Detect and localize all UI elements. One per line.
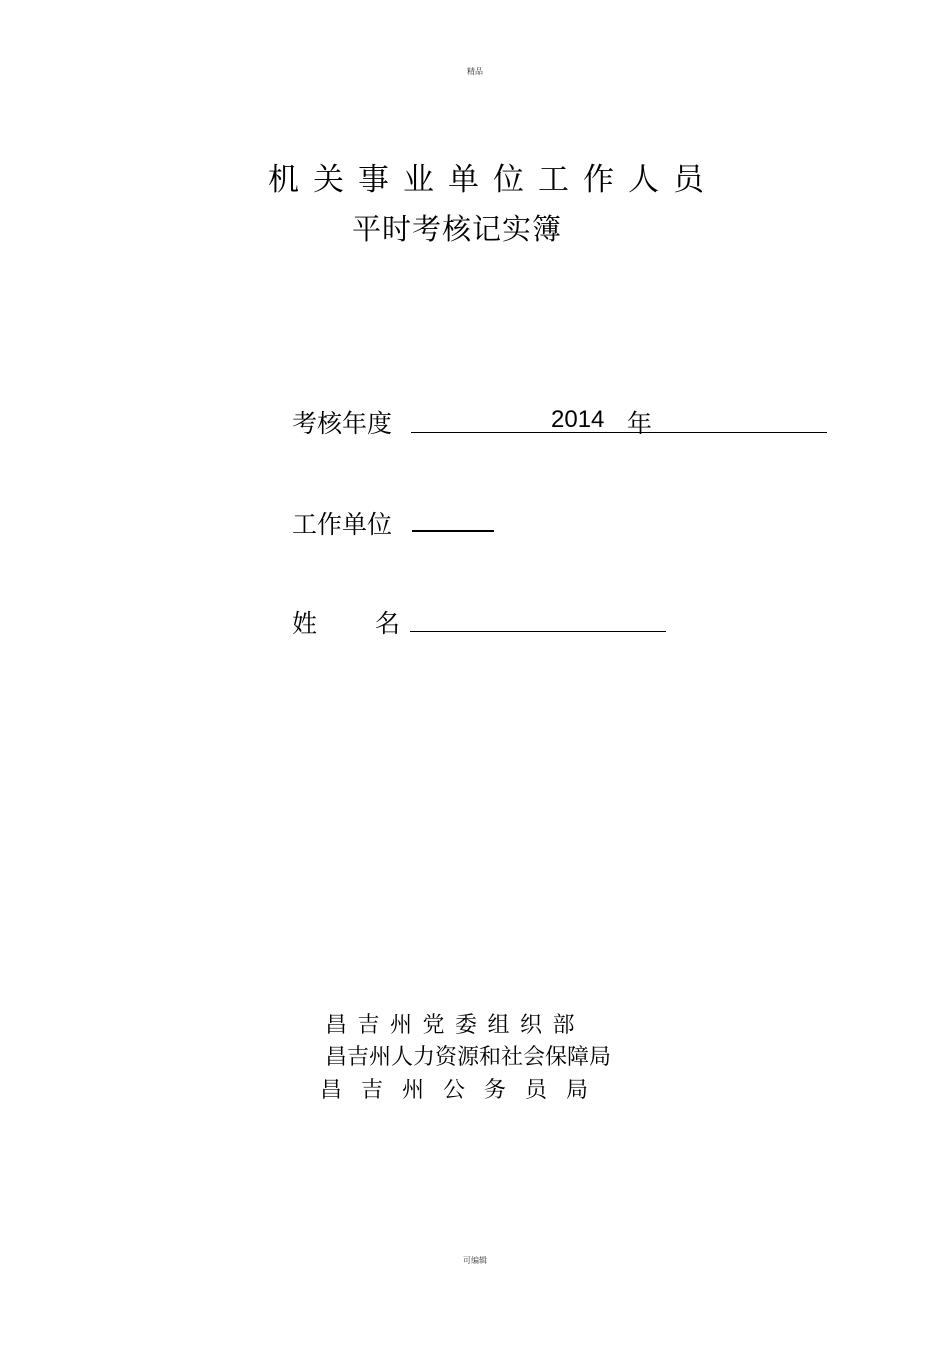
name-field-underline — [410, 631, 666, 632]
year-field-value: 2014 — [551, 406, 605, 433]
name-label-second: 名 — [375, 609, 401, 638]
year-field-label: 考核年度 — [292, 409, 393, 438]
document-title-sub: 平时考核记实簿 — [352, 212, 563, 246]
work-unit-field-label: 工作单位 — [292, 510, 393, 539]
footer-watermark: 可编辑 — [463, 1256, 487, 1265]
year-field-underline — [411, 432, 827, 433]
issuer-hr-social-security-bureau: 昌吉州人力资源和社会保障局 — [325, 1045, 612, 1070]
name-field-label — [292, 604, 400, 640]
work-unit-field-underline — [412, 530, 494, 532]
document-title-main: 机关事业单位工作人员 — [268, 162, 718, 198]
issuer-civil-service-bureau: 昌吉州公务员局 — [320, 1078, 608, 1103]
year-field-unit: 年 — [627, 409, 653, 438]
name-label-first: 姓 — [292, 609, 318, 638]
issuer-organization-department: 昌吉州党委组织部 — [325, 1013, 586, 1038]
header-watermark: 精品 — [467, 67, 483, 76]
